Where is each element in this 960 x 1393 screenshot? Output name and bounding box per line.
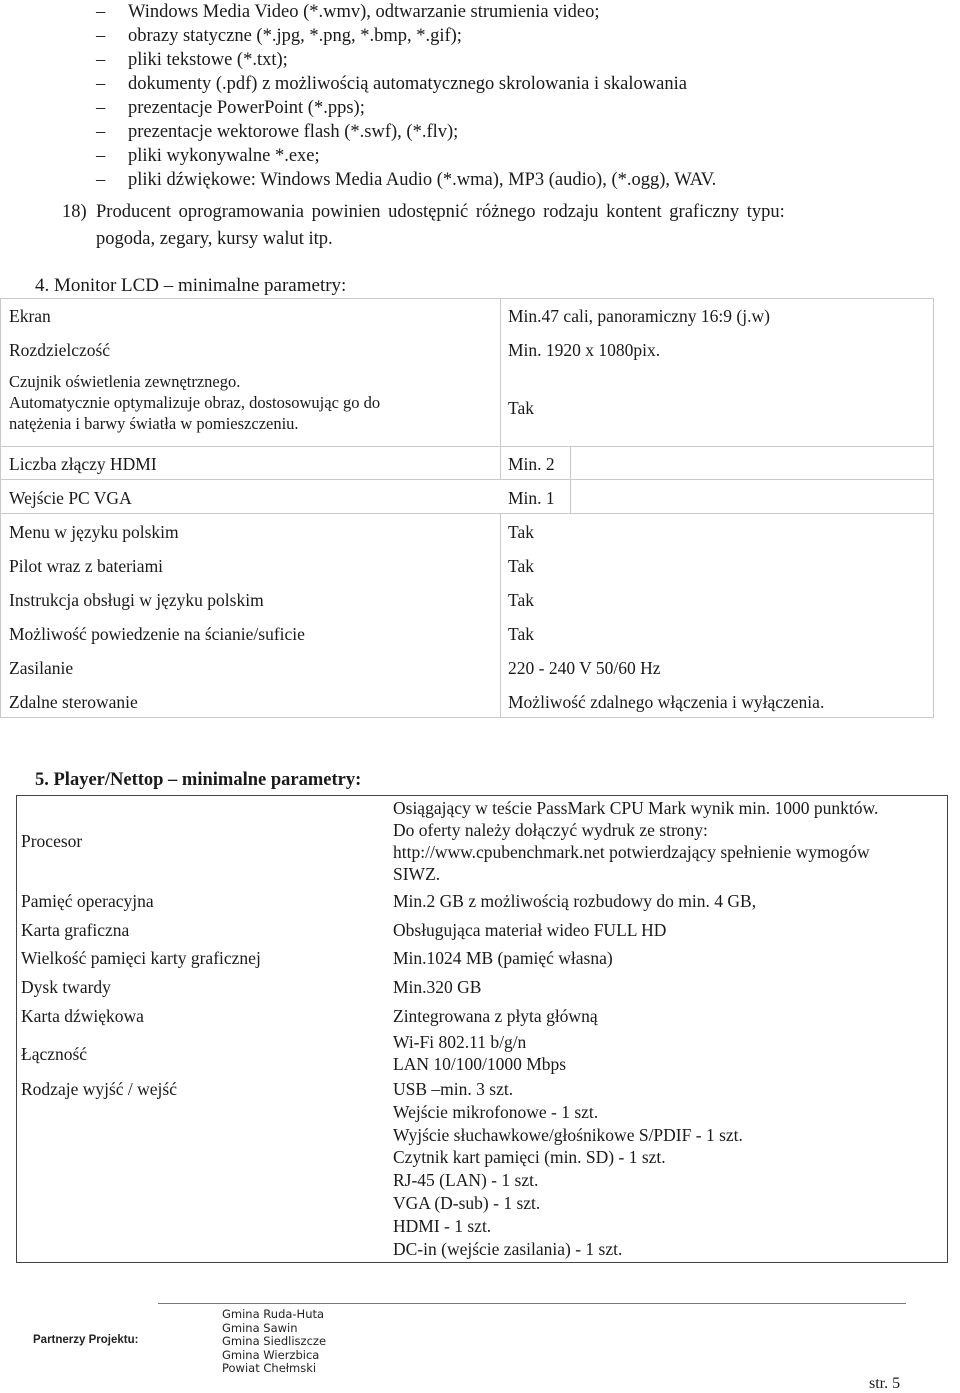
table-cell-label: Zasilanie xyxy=(9,658,74,678)
table-cell-value: Min. 1 xyxy=(508,488,555,508)
table-cell-value: Osiągający w teście PassMark CPU Mark wynik min. 1000 punktów. Do oferty należy dołączyć wydruk ze strony: http://www.cpubenchmark.net potwierdzający spełnienie wymogów SIWZ. xyxy=(393,798,879,884)
partner-name: Gmina Sawin xyxy=(222,1321,298,1335)
table-cell-value: Min. 2 xyxy=(508,454,555,474)
table-cell-value: Tak xyxy=(508,624,534,644)
table-border xyxy=(933,298,934,718)
table-cell-value: Wi-Fi 802.11 b/g/n LAN 10/100/1000 Mbps xyxy=(393,1032,567,1074)
table-border xyxy=(0,298,1,718)
table-cell-label: Czujnik oświetlenia zewnętrznego. Automatycznie optymalizuje obraz, dostosowując go do natężenia i barwy światła w pomieszczeniu. xyxy=(9,372,381,433)
list-item: – pliki dźwiękowe: Windows Media Audio (*.wma), MP3 (audio), (*.ogg), WAV. xyxy=(96,170,717,190)
section-heading-player: 5. Player/Nettop – minimalne parametry: xyxy=(35,770,362,790)
point-text-line1: Producent oprogramowania powinien udostępnić różnego rodzaju kontent graficzny typu: xyxy=(96,202,785,222)
point-18 xyxy=(62,199,785,225)
table-cell-label: Możliwość powiedzenie na ścianie/suficie xyxy=(9,624,305,644)
table-cell-label: Wejście PC VGA xyxy=(9,488,132,508)
table-cell-value: USB –min. 3 szt. Wejście mikrofonowe - 1 szt. Wyjście słuchawkowe/głośnikowe S/PDIF - 1 szt. Czytnik kart pamięci (min. SD) - 1 szt. RJ-45 (LAN) - 1 szt. VGA (D-sub) - 1 szt. HDMI - 1 szt. DC-in (wejście zasilania) - 1 szt. xyxy=(393,1079,743,1259)
table-cell-label: Wielkość pamięci karty graficznej xyxy=(21,948,261,968)
table-cell-label: Zdalne sterowanie xyxy=(9,692,138,712)
table-cell-value: Min.2 GB z możliwością rozbudowy do min. 4 GB, xyxy=(393,891,757,911)
table-cell-value: Obsługująca materiał wideo FULL HD xyxy=(393,920,667,940)
table-border xyxy=(947,795,948,1263)
table-cell-label: Menu w języku polskim xyxy=(9,522,179,542)
table-border xyxy=(0,717,934,718)
table-border xyxy=(0,298,934,299)
point-text-line2: pogoda, zegary, kursy walut itp. xyxy=(96,229,333,249)
table-cell-label: Pilot wraz z bateriami xyxy=(9,556,164,576)
table-cell-label: Pamięć operacyjna xyxy=(21,891,154,911)
page-number: str. 5 xyxy=(869,1375,901,1392)
partner-name: Gmina Siedliszcze xyxy=(222,1334,327,1348)
section-heading-monitor: 4. Monitor LCD – minimalne parametry: xyxy=(35,275,347,296)
table-border xyxy=(16,795,17,1263)
list-item: – dokumenty (.pdf) z możliwością automatycznego skrolowania i skalowania xyxy=(96,74,687,94)
list-item: – prezentacje wektorowe flash (*.swf), (*.flv); xyxy=(96,122,459,142)
table-cell-label: Dysk twardy xyxy=(21,977,111,997)
table-cell-label: Instrukcja obsługi w języku polskim xyxy=(9,590,264,610)
table-cell-label: Ekran xyxy=(9,306,51,326)
table-cell-value: Zintegrowana z płyta główną xyxy=(393,1006,598,1026)
table-border xyxy=(500,513,501,718)
table-cell-label: Karta graficzna xyxy=(21,920,130,940)
table-border xyxy=(0,479,570,480)
table-border xyxy=(500,298,501,480)
table-border xyxy=(16,1262,948,1263)
partner-name: Gmina Ruda-Huta xyxy=(222,1307,325,1321)
table-cell-value: 220 - 240 V 50/60 Hz xyxy=(508,658,661,678)
table-border xyxy=(16,795,948,796)
table-cell-value: Min.47 cali, panoramiczny 16:9 (j.w) xyxy=(508,306,770,326)
point-number: 18) xyxy=(62,202,87,222)
table-cell-label: Liczba złączy HDMI xyxy=(9,454,157,474)
footer-divider xyxy=(158,1303,906,1304)
partner-name: Gmina Wierzbica xyxy=(222,1348,320,1362)
table-cell-value: Min. 1920 x 1080pix. xyxy=(508,340,661,360)
table-border xyxy=(0,513,934,514)
table-cell-label: Łączność xyxy=(21,1044,88,1064)
table-border xyxy=(500,479,934,480)
table-cell-value: Min.320 GB xyxy=(393,977,482,997)
list-item: – Windows Media Video (*.wmv), odtwarzanie strumienia video; xyxy=(96,2,600,22)
table-border xyxy=(0,446,934,447)
table-cell-label: Rozdzielczość xyxy=(9,340,111,360)
table-border xyxy=(570,446,571,514)
table-cell-value: Min.1024 MB (pamięć własna) xyxy=(393,948,613,968)
table-cell-value: Tak xyxy=(508,590,534,610)
list-item: – pliki wykonywalne *.exe; xyxy=(96,146,320,166)
table-cell-label: Karta dźwiękowa xyxy=(21,1006,144,1026)
partners-label: Partnerzy Projektu: xyxy=(33,1334,139,1346)
table-cell-label: Rodzaje wyjść / wejść xyxy=(21,1079,177,1099)
table-cell-label: Procesor xyxy=(21,831,83,851)
partner-name: Powiat Chełmski xyxy=(222,1361,317,1375)
table-cell-value: Możliwość zdalnego włączenia i wyłączenia. xyxy=(508,692,825,712)
list-item: – prezentacje PowerPoint (*.pps); xyxy=(96,98,365,118)
table-cell-value: Tak xyxy=(508,398,534,418)
table-cell-value: Tak xyxy=(508,522,534,542)
table-cell-value: Tak xyxy=(508,556,534,576)
list-item: – obrazy statyczne (*.jpg, *.png, *.bmp, *.gif); xyxy=(96,26,462,46)
list-item: – pliki tekstowe (*.txt); xyxy=(96,50,288,70)
